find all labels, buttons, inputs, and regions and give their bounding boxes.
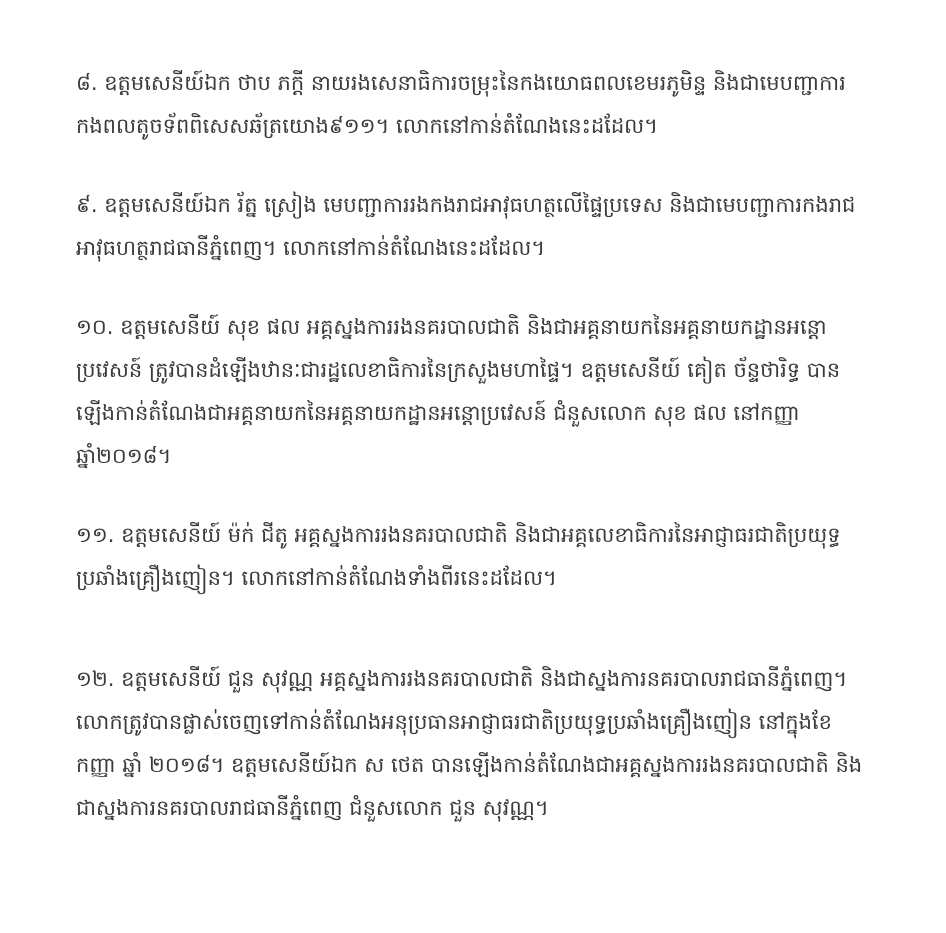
paragraph-12: ១២. ឧត្តមសេនីយ៍ ជួន សុវណ្ណ អគ្គស្នងការរងនគរបាលជាតិ និងជាស្នងការនគរបាលរាជធានីភ្នំពេញ។ លោកត្រូវបានផ្លាស់ចេញទៅកាន់តំណែងអនុប្រធានអាជ្ញាធរជាតិប្រយុទ្ធប្រឆាំងគ្រឿងញៀន នៅក្នុងខែកញ្ញា ឆ្នាំ ២០១៨។ ឧត្តមសេនីយ៍ឯក ស ថេត បានឡើងកាន់តំណែងជាអគ្គស្នងការរងនគរបាលជាតិ និងជាស្នងការនគរបាលរាជធានីភ្នំពេញ ជំនួសលោក ជួន សុវណ្ណ។ [76,667,863,820]
paragraph-9: ៩. ឧត្តមសេនីយ៍ឯក រ័ត្ន ស្រៀង មេបញ្ជាការរងកងរាជអាវុធហត្ថលើផ្ទៃប្រទេស និងជាមេបញ្ជាការកងរាជអាវុធហត្ថរាជធានីភ្នំពេញ។ លោកនៅកាន់តំណែងនេះដដែល។ [76,193,856,260]
paragraph-8: ៨. ឧត្តមសេនីយ៍ឯក ថាប ភក្ដី នាយរងសេនាធិការចម្រុះនៃកងយោធពលខេមរភូមិន្ទ និងជាមេបញ្ជាការកងពលតូចទ័ពពិសេសឆ័ត្រយោង៩១១។ លោកនៅកាន់តំណែងនេះដដែល។ [76,71,846,138]
paragraph-10: ១០. ឧត្តមសេនីយ៍ សុខ ផល អគ្គស្នងការរងនគរបាលជាតិ និងជាអគ្គនាយកនៃអគ្គនាយកដ្ឋានអន្តោប្រវេសន៍ ត្រូវបានដំឡើងឋានៈជារដ្ឋលេខាធិការនៃក្រសួងមហាផ្ទៃ។ ឧត្តមសេនីយ៍ គៀត ច័ន្ទថារិទ្ធ បានឡើងកាន់តំណែងជាអគ្គនាយកនៃអគ្គនាយកដ្ឋានអន្តោប្រវេសន៍ ជំនួសលោក សុខ ផល នៅកញ្ញា ឆ្នាំ២០១៨។ [76,315,841,468]
paragraph-11: ១១. ឧត្តមសេនីយ៍ ម៉ក់ ជីតូ អគ្គស្នងការរងនគរបាលជាតិ និងជាអគ្គលេខាធិការនៃអាជ្ញាធរជាតិប្រយុទ្ធប្រឆាំងគ្រឿងញៀន។ លោកនៅកាន់តំណែងទាំងពីរនេះដដែល។ [76,523,841,590]
